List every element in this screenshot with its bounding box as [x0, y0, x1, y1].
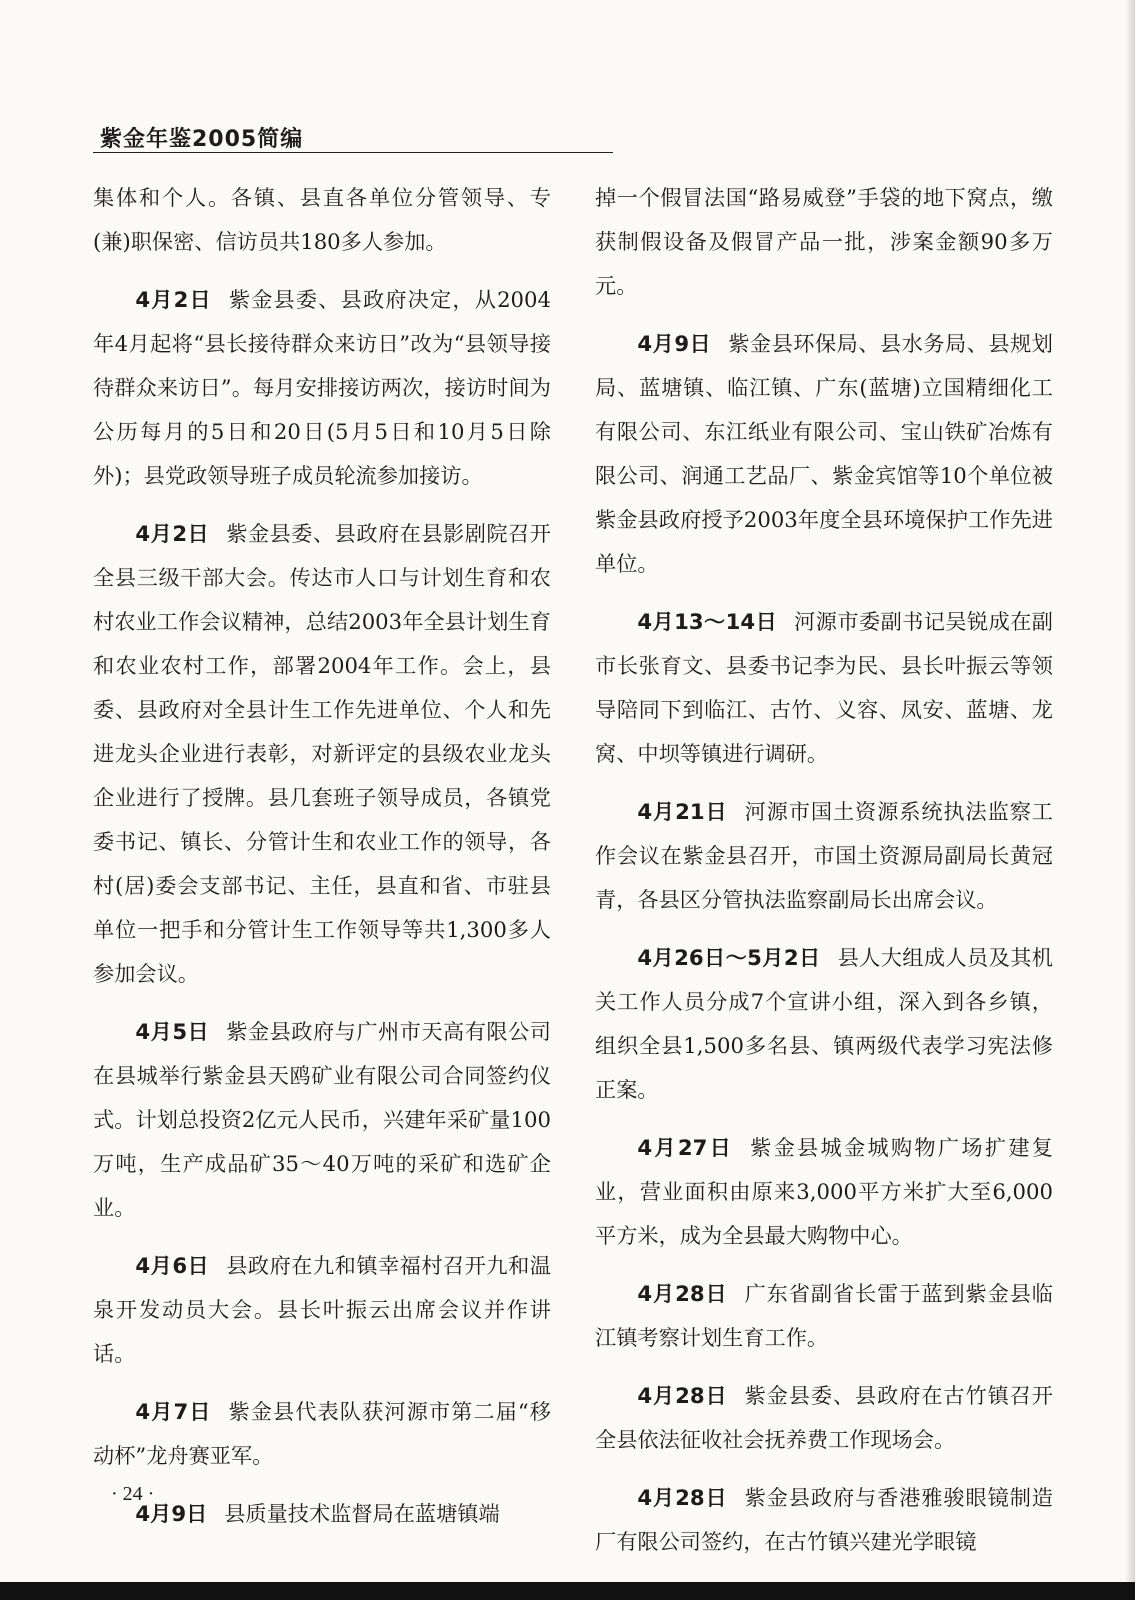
entry: [595, 790, 1053, 922]
entry-date: 4月2日: [135, 287, 212, 312]
entry-text: 掉一个假冒法国“路易威登”手袋的地下窝点，缴获制假设备及假冒产品一批，涉案金额90多万元。: [595, 185, 1053, 298]
running-head-title: 紫金年鉴2005简编: [100, 127, 304, 152]
scan-edge-shadow: [1125, 0, 1135, 1582]
entry-text: 广东省副省长雷于蓝到紫金县临江镇考察计划生育工作。: [595, 1281, 1053, 1350]
entry-text: 河源市委副书记吴锐成在副市长张育文、县委书记李为民、县长叶振云等领导陪同下到临江、古竹、义容、凤安、蓝塘、龙窝、中坝等镇进行调研。: [595, 609, 1053, 766]
scan-bottom-border: [0, 1582, 1135, 1600]
entry: [595, 936, 1053, 1112]
entry: [595, 1374, 1053, 1462]
entry-date: 4月2日: [135, 521, 210, 546]
entry-text: 紫金县代表队获河源市第二届“移动杯”龙舟赛亚军。: [93, 1399, 551, 1468]
left-column: [93, 176, 551, 1550]
entry-date: 4月28日: [637, 1485, 728, 1510]
entry-date: 4月9日: [135, 1501, 208, 1526]
entry: [595, 176, 1053, 308]
header-rule: [93, 152, 613, 153]
entry: [595, 322, 1053, 586]
entry-date: 4月7日: [135, 1399, 212, 1424]
entry: [595, 1126, 1053, 1258]
entry: [595, 1476, 1053, 1564]
entry: [93, 278, 551, 498]
entry: [93, 1390, 551, 1478]
entry: [93, 1244, 551, 1376]
entry-date: 4月5日: [135, 1019, 210, 1044]
entry-text: 县质量技术监督局在蓝塘镇端: [224, 1501, 500, 1526]
entry-text: 县人大组成人员及其机关工作人员分成7个宣讲小组，深入到各乡镇，组织全县1,500多名县、镇两级代表学习宪法修正案。: [595, 945, 1053, 1102]
entry: [93, 1492, 551, 1536]
entry-date: 4月6日: [135, 1253, 210, 1278]
entry-date: 4月27日: [637, 1135, 734, 1160]
entry: [93, 512, 551, 996]
page-number: · 24 ·: [111, 1483, 155, 1505]
entry-date: 4月13～14日: [637, 609, 778, 634]
entry: [93, 1010, 551, 1230]
entry-date: 4月26日～5月2日: [637, 945, 821, 970]
entry: [595, 600, 1053, 776]
entry-text: 县政府在九和镇幸福村召开九和温泉开发动员大会。县长叶振云出席会议并作讲话。: [93, 1253, 551, 1366]
entry-text: 紫金县政府与香港雅骏眼镜制造厂有限公司签约，在古竹镇兴建光学眼镜: [595, 1485, 1053, 1554]
entry: [93, 176, 551, 264]
entry: [595, 1272, 1053, 1360]
entry-date: 4月21日: [637, 799, 728, 824]
entry-text: 河源市国土资源系统执法监察工作会议在紫金县召开，市国土资源局副局长黄冠青，各县区分管执法监察副局长出席会议。: [595, 799, 1053, 912]
entry-date: 4月28日: [637, 1281, 728, 1306]
entry-text: 紫金县政府与广州市天高有限公司在县城举行紫金县天鸥矿业有限公司合同签约仪式。计划总投资2亿元人民币，兴建年采矿量100万吨，生产成品矿35～40万吨的采矿和选矿企业。: [93, 1019, 551, 1220]
right-column: [595, 176, 1053, 1578]
entry-date: 4月28日: [637, 1383, 728, 1408]
entry-text: 紫金县委、县政府决定，从2004年4月起将“县长接待群众来访日”改为“县领导接待群众来访日”。每月安排接访两次，接访时间为公历每月的5日和20日(5月5日和10月5日除外)；县党政领导班子成员轮流参加接访。: [93, 287, 551, 488]
entry-date: 4月9日: [637, 331, 712, 356]
entry-text: 紫金县环保局、县水务局、县规划局、蓝塘镇、临江镇、广东(蓝塘)立国精细化工有限公司、东江纸业有限公司、宝山铁矿冶炼有限公司、润通工艺品厂、紫金宾馆等10个单位被紫金县政府授予2003年度全县环境保护工作先进单位。: [595, 331, 1053, 576]
entry-text: 集体和个人。各镇、县直各单位分管领导、专(兼)职保密、信访员共180多人参加。: [93, 185, 551, 254]
entry-text: 紫金县委、县政府在县影剧院召开全县三级干部大会。传达市人口与计划生育和农村农业工作会议精神，总结2003年全县计划生育和农业农村工作，部署2004年工作。会上，县委、县政府对全县计生工作先进单位、个人和先进龙头企业进行表彰，对新评定的县级农业龙头企业进行了授牌。县几套班子领导成员，各镇党委书记、镇长、分管计生和农业工作的领导，各村(居)委会支部书记、主任，县直和省、市驻县单位一把手和分管计生工作领导等共1,300多人参加会议。: [93, 521, 551, 986]
entry-text: 紫金县委、县政府在古竹镇召开全县依法征收社会抚养费工作现场会。: [595, 1383, 1053, 1452]
entry-text: 紫金县城金城购物广场扩建复业，营业面积由原来3,000平方米扩大至6,000平方米，成为全县最大购物中心。: [595, 1135, 1053, 1248]
